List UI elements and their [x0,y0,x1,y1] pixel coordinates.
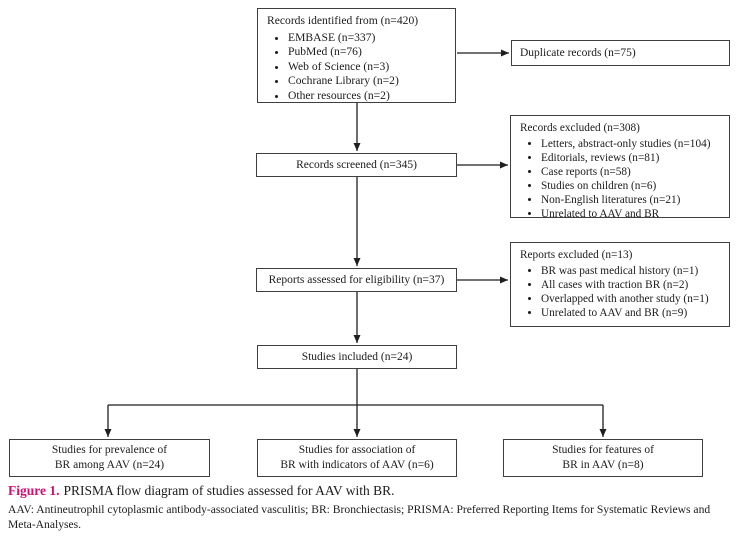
box-title-line2: BR among AAV (n=24) [54,459,165,471]
list-item: • Overlapped with another study (n=1) [541,292,721,306]
box-records-screened [256,153,457,177]
box-title-line1: Studies for association of [298,444,416,456]
figure-footnote [8,503,740,532]
box-studies-prevalence [9,439,210,477]
box-title-line1: Studies for features of [552,444,654,456]
box-studies-included [257,345,457,369]
box-title: Reports excluded (n=13) [520,249,633,261]
box-reports-excluded [510,242,730,327]
list-item: • Unrelated to AAV and BR [541,207,721,221]
box-title: Reports assessed for eligibility (n=37) [268,273,445,286]
figure-caption [8,482,395,499]
list-item: • BR was past medical history (n=1) [541,264,721,278]
box-title-line1: Studies for prevalence of [51,444,168,456]
list-item: • Non-English literatures (n=21) [541,193,721,207]
box-reports-assessed [256,268,457,292]
box-duplicate-records [511,40,730,66]
bullet-list [520,264,721,320]
footnote-line1: AAV: Antineutrophil cytoplasmic antibody-associated vasculitis; BR: Bronchiectasis; PRISMA: Preferred Reporting Items for Systematic Reviews and [8,503,711,516]
list-item: • Web of Science (n=3) [288,60,447,75]
box-title: Records identified from (n=420) [267,14,419,27]
footnote-line2: Meta-Analyses. [8,517,82,531]
box-title: Studies included (n=24) [301,350,413,363]
list-item: • Unrelated to AAV and BR (n=9) [541,306,721,320]
box-title-line2: BR with indicators of AAV (n=6) [280,459,434,471]
figure-caption-text: PRISMA flow diagram of studies assessed for AAV with BR. [63,483,395,498]
list-item: • Other resources (n=2) [288,89,447,104]
box-records-excluded [510,115,730,218]
box-title: Records screened (n=345) [296,158,417,171]
list-item: • Letters, abstract-only studies (n=104) [541,137,721,151]
list-item: • Studies on children (n=6) [541,179,721,193]
bullet-list [267,31,447,104]
box-studies-features [503,439,703,477]
box-records-identified [257,8,456,103]
list-item: • Cochrane Library (n=2) [288,74,447,89]
box-title: Duplicate records (n=75) [520,46,636,59]
list-item: • Editorials, reviews (n=81) [541,151,721,165]
figure-caption-label: Figure 1. [8,483,60,498]
list-item: • All cases with traction BR (n=2) [541,278,721,292]
list-item: • EMBASE (n=337) [288,31,447,46]
bullet-list [520,137,721,221]
box-title-line2: BR in AAV (n=8) [562,459,644,471]
box-studies-association [257,439,457,477]
list-item: • PubMed (n=76) [288,45,447,60]
box-title: Records excluded (n=308) [520,122,640,134]
list-item: • Case reports (n=58) [541,165,721,179]
